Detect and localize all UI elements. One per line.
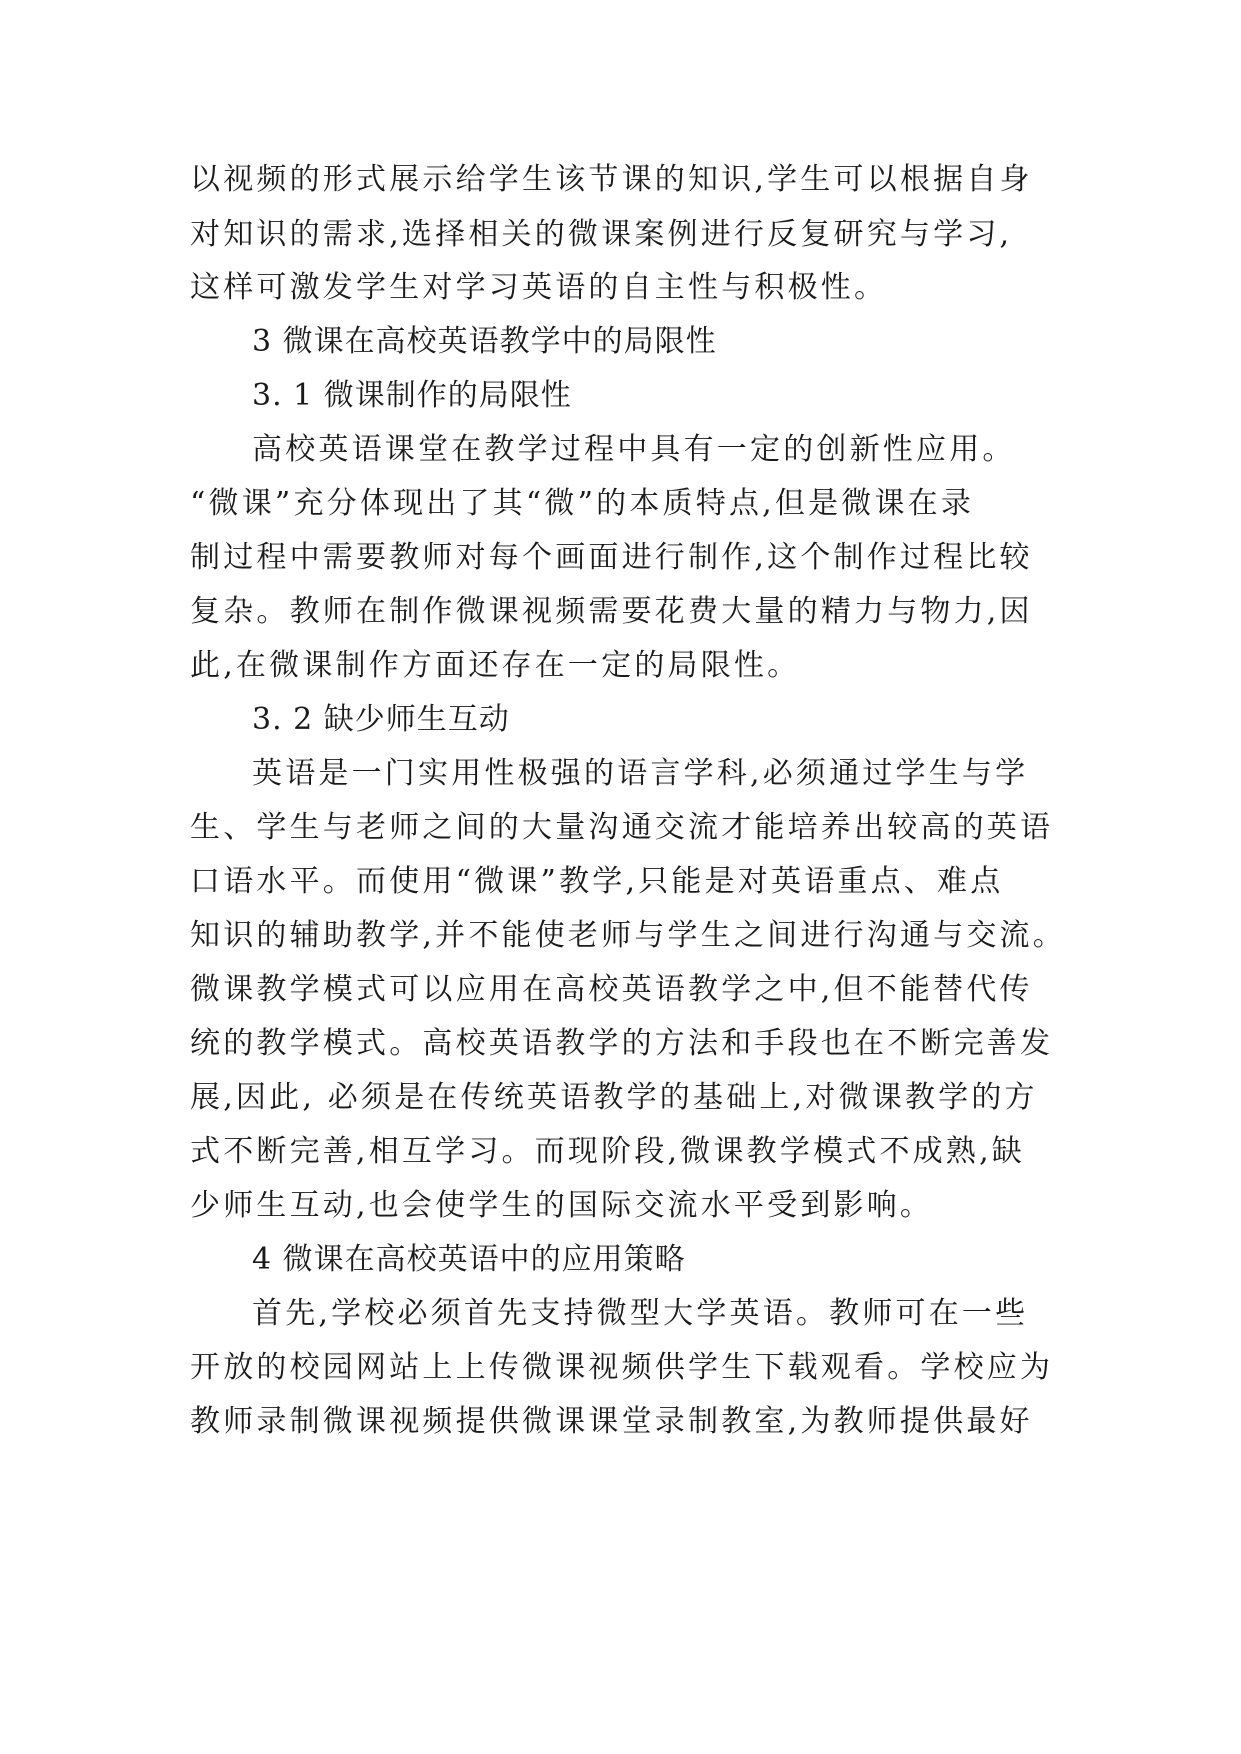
- body-text-line: 微课教学模式可以应用在高校英语教学之中,但不能替代传: [190, 972, 1033, 1007]
- body-text-line: 复杂。教师在制作微课视频需要花费大量的精力与物力,因: [190, 594, 1033, 629]
- body-text-line: 对知识的需求,选择相关的微课案例进行反复研究与学习,: [190, 217, 1013, 252]
- body-text-line: 此,在微课制作方面还存在一定的局限性。: [190, 648, 801, 683]
- body-text-line: 口语水平。而使用“微课”教学,只能是对英语重点、难点: [190, 864, 1004, 899]
- body-text-line: 开放的校园网站上上传微课视频供学生下载观看。学校应为: [190, 1350, 1054, 1385]
- body-text-line: 这样可激发学生对学习英语的自主性与积极性。: [190, 270, 888, 305]
- body-text-line: 高校英语课堂在教学过程中具有一定的创新性应用。: [252, 432, 1016, 467]
- subsection-heading: 3. 1 微课制作的局限性: [252, 378, 572, 413]
- body-text-line: 知识的辅助教学,并不能使老师与学生之间进行沟通与交流。: [190, 918, 1066, 953]
- section-heading: 4 微课在高校英语中的应用策略: [252, 1242, 686, 1277]
- body-text-line: 英语是一门实用性极强的语言学科,必须通过学生与学: [252, 756, 1029, 791]
- section-heading: 3 微课在高校英语教学中的局限性: [252, 324, 717, 359]
- body-text-line: 教师录制微课视频提供微课课堂录制教室,为教师提供最好: [190, 1404, 1033, 1439]
- body-text-line: 制过程中需要教师对每个画面进行制作,这个制作过程比较: [190, 540, 1033, 575]
- body-text-line: 少师生互动,也会使学生的国际交流水平受到影响。: [190, 1188, 934, 1223]
- body-text-line: 生、学生与老师之间的大量沟通交流才能培养出较高的英语: [190, 810, 1054, 845]
- body-text-line: “微课”充分体现出了其“微”的本质特点,但是微课在录: [190, 486, 975, 521]
- body-text-line: 统的教学模式。高校英语教学的方法和手段也在不断完善发: [190, 1026, 1054, 1061]
- body-text-line: 式不断完善,相互学习。而现阶段,微课教学模式不成熟,缺: [190, 1134, 1026, 1169]
- body-text-line: 展,因此, 必须是在传统英语教学的基础上,对微课教学的方: [190, 1080, 1038, 1115]
- subsection-heading: 3. 2 缺少师生互动: [252, 702, 510, 737]
- body-text-line: 以视频的形式展示给学生该节课的知识,学生可以根据自身: [190, 162, 1033, 197]
- body-text-line: 首先,学校必须首先支持微型大学英语。教师可在一些: [252, 1296, 1029, 1331]
